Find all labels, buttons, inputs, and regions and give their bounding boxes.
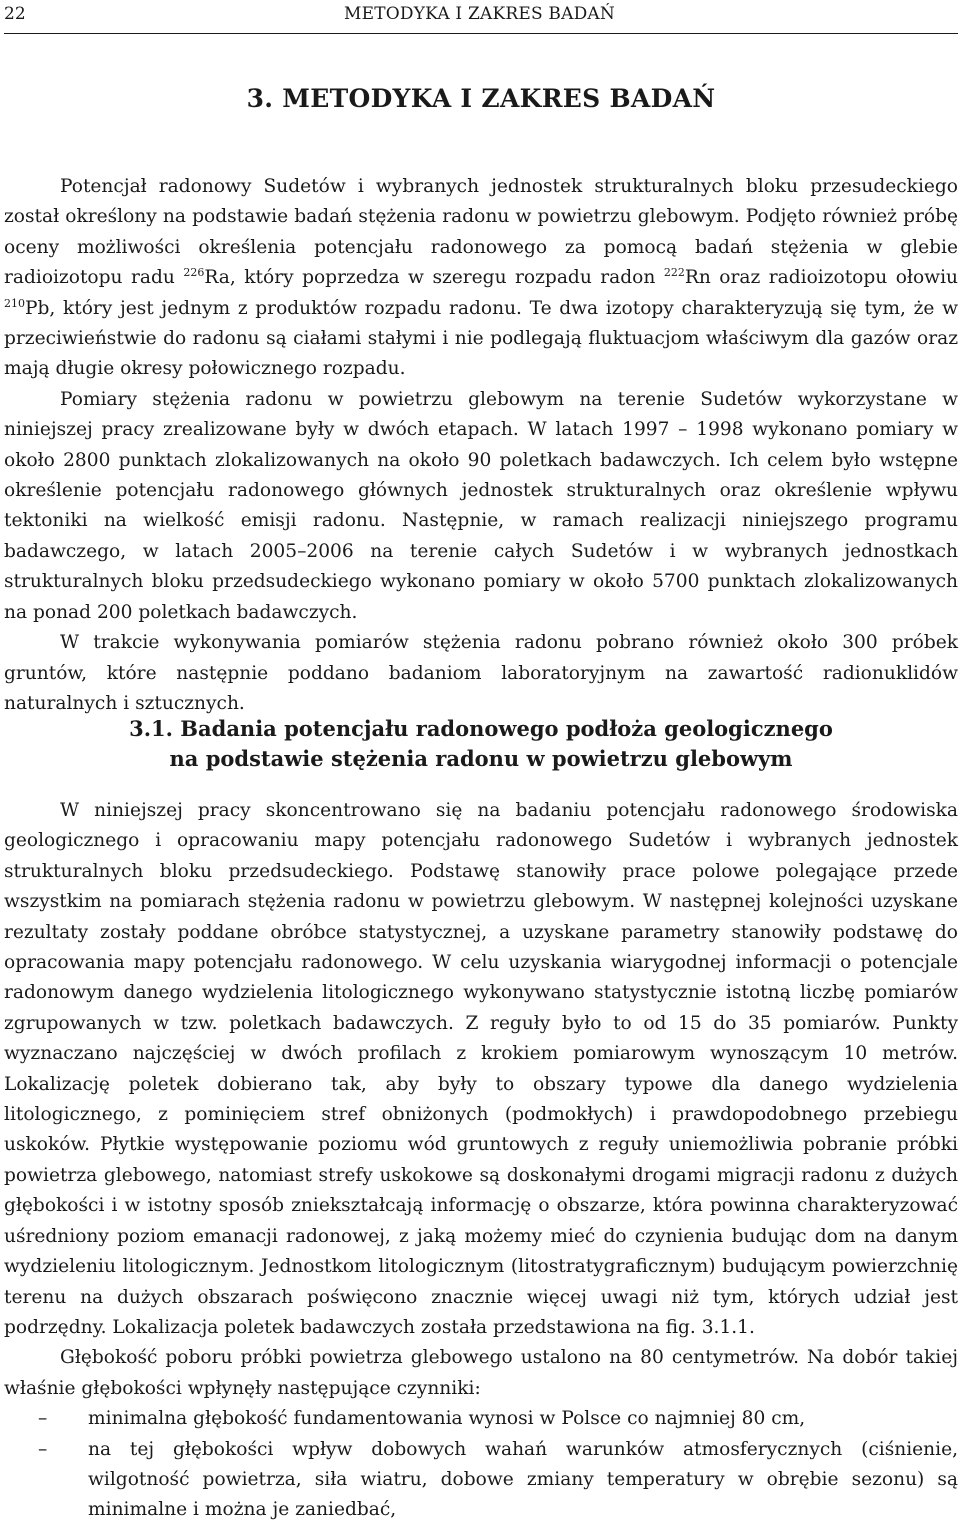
section-heading bbox=[4, 714, 958, 774]
page-number: 22 bbox=[4, 4, 26, 24]
list-marker: – bbox=[38, 1438, 48, 1460]
paragraph: W niniejszej pracy skoncentrowano się na badaniu potencjału radonowego środowiska geologicznego i opracowaniu mapy potencjału radonowego Sudetów i wybranych jednostek strukturalnych bloku przedsudeckiego. Podstawę stanowiły prace polowe polegające przede wszystkim na pomiarach stężenia radonu w powietrzu glebowym. W następnej kolejności uzyskane rezultaty zostały poddane obróbce statystycznej, a uzyskane parametry stanowiły podstawę do opracowania mapy potencjału radonowego. W celu uzyskania wiarygodnej informacji o potencjale radonowym danego wydzielenia litologicznego wykonywano statystycznie istotną liczbę pomiarów zgrupowanych w tzw. poletkach badawczych. Z reguły było to od 15 do 35 pomiarów. Punkty wyznaczano najczęściej w dwóch profilach z krokiem pomiarowym wynoszącym 10 metrów. Lokalizację poletek dobierano tak, aby były to obszary typowe dla danego wydzielenia litologicznego, z pominięciem stref obniżonych (podmokłych) i prawdopodobnego przebiegu uskoków. Płytkie występowanie poziomu wód gruntowych z reguły uniemożliwia pobranie próbki powietrza glebowego, natomiast strefy uskokowe są doskonałymi drogami migracji radonu z dużych głębokości i w istotny sposób zniekształcają informację o obszarze, która powinna charakteryzować uśredniony poziom emanacji radonowej, z jaką możemy mieć do czynienia budując dom na danym wydzieleniu litologicznym. Jednostkom litologicznym (litostratygraficznym) budującym powierzchnię terenu na dużych obszarach poświęcono znacznie więcej uwagi niż tym, których udział jest podrzędny. Lokalizacja poletek badawczych została przedstawiona na fig. 3.1.1. bbox=[4, 800, 958, 1338]
superscript-mass-number: 210 bbox=[4, 296, 25, 310]
list-item: – na tej głębokości wpływ dobowych wahań warunków atmosferycznych (ciśnienie, wilgotność powietrza, siła wiatru, dobowe zmiany temperatury w obrębie sezonu) są minimalne i można je zaniedbać, bbox=[4, 1435, 958, 1526]
chapter-body bbox=[4, 172, 958, 719]
running-header bbox=[4, 4, 958, 28]
chapter-title: 3. METODYKA I ZAKRES BADAŃ bbox=[246, 84, 716, 113]
dash-list bbox=[4, 1404, 958, 1526]
section-body bbox=[4, 796, 958, 1526]
section-heading-line: na podstawie stężenia radonu w powietrzu glebowym bbox=[169, 746, 793, 771]
running-title: METODYKA I ZAKRES BADAŃ bbox=[344, 4, 615, 24]
superscript-mass-number: 222 bbox=[663, 266, 685, 280]
superscript-mass-number: 226 bbox=[183, 266, 205, 280]
header-divider bbox=[4, 33, 958, 34]
paragraph: Potencjał radonowy Sudetów i wybranych jednostek strukturalnych bloku przesudeckiego został określony na podstawie badań stężenia radonu w powietrzu glebowym. Podjęto również próbę oceny możliwości określenia potencjału radonowego za pomocą badań stężenia w glebie radioizotopu radu $^{226}$Ra, który poprzedza w szeregu rozpadu radon $^{222}$Rn oraz radioizotopu ołowiu $^{210}$Pb, który jest jednym z produktów rozpadu radonu. Te dwa izotopy charakteryzują się tym, że w przeciwieństwie do radonu są ciałami stałymi i nie podlegają fluktuacjom właściwym dla gazów oraz mają długie okresy połowicznego rozpadu. bbox=[4, 176, 958, 380]
section-heading-line: 3.1. Badania potencjału radonowego podłoża geologicznego bbox=[129, 716, 833, 741]
list-marker: – bbox=[38, 1408, 48, 1430]
paragraph: W trakcie wykonywania pomiarów stężenia radonu pobrano również około 300 próbek gruntów, które następnie poddano badaniom laboratoryjnym na zawartość radionuklidów naturalnych i sztucznych. bbox=[4, 632, 958, 714]
list-item: – minimalna głębokość fundamentowania wynosi w Polsce co najmniej 80 cm, bbox=[4, 1404, 958, 1434]
paragraph: Głębokość poboru próbki powietrza glebowego ustalono na 80 centymetrów. Na dobór takiej właśnie głębokości wpłynęły następujące czynniki: bbox=[4, 1347, 958, 1399]
paragraph: Pomiary stężenia radonu w powietrzu glebowym na terenie Sudetów wykorzystane w niniejszej pracy zrealizowane były w dwóch etapach. W latach 1997 – 1998 wykonano pomiary w około 2800 punktach zlokalizowanych na około 90 poletkach badawczych. Ich celem było wstępne określenie potencjału radonowego głównych jednostek strukturalnych oraz określenie wpływu tektoniki na wielkość emisji radonu. Następnie, w ramach realizacji niniejszego programu badawczego, w latach 2005–2006 na terenie całych Sudetów i w wybranych jednostkach strukturalnych bloku przedsudeckiego wykonano pomiary w około 5700 punktach zlokalizowanych na ponad 200 poletkach badawczych. bbox=[4, 388, 958, 623]
